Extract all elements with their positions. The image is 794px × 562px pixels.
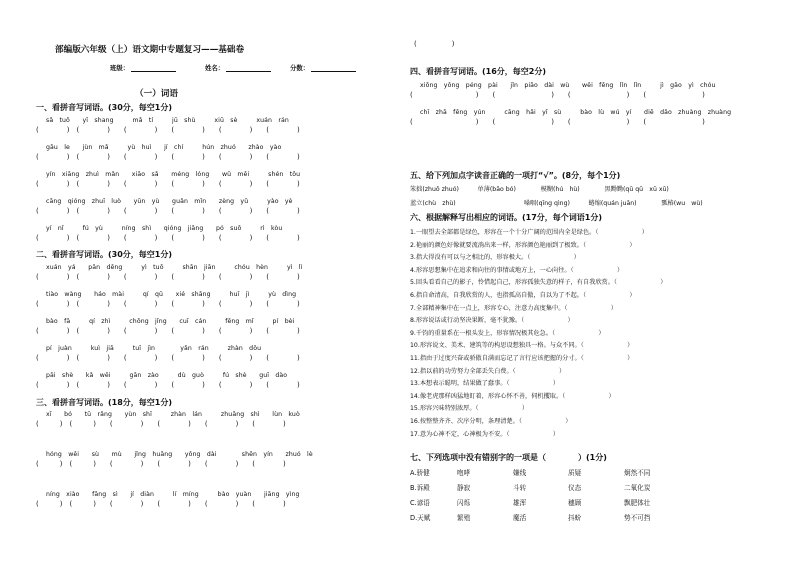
option-word: 嫌线 (513, 469, 527, 477)
section-4-heading: 四、看拼音写词语。(16分，每空2分) (410, 67, 547, 76)
option-word: 仪态 (568, 484, 582, 492)
section-6-heading: 六、根据解释写出相应的词语。(17分，每个词语1分) (410, 213, 603, 222)
definition-item: 11.指由于过度兴奋或骄傲自满而忘记了言行应该把握的分寸。（ ） (410, 355, 634, 362)
pinyin-row: níng xiào fāng sì jí diàn lí míng bào yuàn jiāng yìng (46, 491, 300, 498)
definition-item: 16.按整整齐齐、次序分明，条理清楚。（ ） (410, 418, 572, 425)
option-word: 势不可挡 (624, 514, 651, 522)
answer-brackets[interactable]: ( ) ( ) ( ) ( ) (410, 91, 705, 99)
pinyin-row: pí juàn kuì jiā tuī jìn yǎn rán zhàn dǒu (46, 345, 262, 352)
option-label: D.天赋 (410, 514, 431, 522)
pronunciation-item[interactable]: 蓝立(chù zhù) 嗓咽(qīng qìng) 蜷缩(quán juān) 瓢椿(wu wù) (410, 200, 703, 207)
option-word: 炯然不同 (624, 469, 651, 477)
option-word: 魔活 (513, 514, 527, 522)
section-2-heading: 二、看拼音写词语。(30分，每空1分) (36, 250, 173, 259)
pinyin-row: cāng qióng zhuī luò yūn yù guǎn mǐn zèng yǔ yào yè (46, 198, 293, 205)
definition-item: 8.形容说话或行动坚决果断，毫不犹豫。（ ） (410, 317, 574, 325)
pinyin-row: xuán yá pān dēng yì tuō shān jiān chóu hèn yì lì (46, 264, 303, 271)
section-7-heading: 七、下列选项中没有错别字的一项是（ ）(1分) (410, 453, 607, 462)
answer-brackets[interactable]: ( ) ( ) ( ) ( ) ( ) ( ) (36, 300, 300, 308)
answer-brackets[interactable]: ( ) ( ) ( ) ( ) ( ) ( ) (36, 354, 300, 362)
answer-brackets[interactable]: ( ) ( ) ( ) ( ) ( ) ( ) (36, 381, 300, 389)
option-word: 斗转 (513, 484, 527, 492)
answer-brackets[interactable]: ( ) ( ) ( ) ( ) ( ) ( ) (36, 420, 286, 428)
pinyin-row: chī zhā fēng yún cāng hǎi yī sù bào lù wú yí diē dǎo zhuàng zhuàng (420, 109, 732, 116)
definition-item: 9.千钧的重量系在一根头发上，形容情况极其危急。（ ） (410, 329, 605, 337)
definition-item: 12.指以前的功劳努力全部丢失白费。（ ） (410, 367, 566, 375)
pronunciation-item[interactable]: 笨拙(zhuō zhuó) 单薄(bāo bó) 模糊(hú hù) 黑黝黝(qū qū xū xū) (410, 186, 669, 193)
definition-item: 2.艳丽的颜色好像就要流淌出来一样，形容颜色艳丽到了极致。（ ） (410, 241, 636, 249)
option-word: 飘肥体壮 (624, 499, 651, 507)
name-blank[interactable] (226, 64, 271, 72)
section-1-heading: 一、看拼音写词语。(30分，每空1分) (36, 103, 173, 112)
carryover-bracket[interactable]: ( ) (414, 40, 455, 48)
pinyin-row: yí nǐ fú yù níng shì qióng jiāng pó suō rì kòu (46, 225, 283, 232)
answer-brackets[interactable]: ( ) ( ) ( ) ( ) ( ) ( ) (36, 234, 300, 242)
pinyin-row: gāu le jùn mǎ yù huì jí chí hún zhuó zhào yào (46, 144, 282, 151)
answer-brackets[interactable]: ( ) ( ) ( ) ( ) ( ) ( ) (36, 207, 300, 215)
page-title: 部编版六年级（上）语文期中专题复习——基础卷 (55, 45, 245, 55)
name-field: 姓名： (205, 63, 271, 72)
option-word: 质疑 (568, 469, 582, 477)
definition-item: 10.形容说文、美术、建筑等的构思设想独具一格。与众不同。（ ） (410, 342, 634, 350)
definition-item: 7.全部精神集中在一点上，形容专心，注意力高度集中。（ ） (410, 304, 617, 312)
score-field: 分数： (290, 63, 356, 72)
class-blank[interactable] (131, 64, 176, 72)
pinyin-row: yín xiāng zhuì mǎn xiāo sǎ méng lóng wǔ měi shén tōu (46, 171, 301, 178)
section-3-heading: 三、看拼音写词语。(18分，每空1分) (36, 398, 173, 407)
option-word: 静寂 (457, 484, 471, 492)
score-blank[interactable] (311, 64, 356, 72)
pinyin-row: xī bó tū rǎng yùn shī zhàn lán zhuāng shì lùn kuò (46, 411, 300, 418)
class-field: 班级： (110, 63, 176, 72)
option-word: 闪烁 (457, 499, 471, 507)
pinyin-row: pāi shè kǎ wěi gān zào dù guò fú shè guī dào (46, 372, 288, 379)
answer-brackets[interactable]: ( ) ( ) ( ) ( ) ( ) ( ) (36, 327, 300, 335)
option-label: A.骄健 (410, 469, 430, 477)
pinyin-row: xiōng yǒng péng pài jǐn piāo dài wù wěi fēng lǐn lǐn jì gāo yì chóu (420, 82, 716, 89)
pinyin-row: bào fā qí zhì chōng jǐng cuī cán fēng mǐ pí bèi (46, 318, 295, 325)
subtitle: （一）词语 (135, 89, 178, 99)
pinyin-row: sǎ tuō yī shang mǎ tí jū shù xiū sè xuán rán (46, 117, 289, 124)
section-5-heading: 五、给下列加点字读音正确的一项打“√”。(8分，每个1分) (410, 171, 621, 180)
definition-item: 13.本想表示聪明，结果做了蠢事。（ ） (410, 380, 560, 388)
definition-item: 17.意为心神不定，心神极为不安。（ ） (410, 430, 560, 438)
definition-item: 3.指大得没有可以与之相比的，形容极大。（ ） (410, 254, 580, 262)
answer-brackets[interactable]: ( ) ( ) ( ) ( ) (410, 118, 705, 126)
option-word: 二氧化炭 (624, 484, 651, 492)
definition-item: 1.一眼望去全部都是绿色，形容在一个十分广阔的范围内全是绿色。（ ） (410, 229, 648, 236)
option-word: 繁殖 (457, 514, 471, 522)
option-word: 抖蚧 (568, 514, 582, 522)
definition-item: 15.形容兴味特别浓厚。（ ） (410, 405, 529, 413)
option-word: 咆哮 (457, 469, 471, 477)
definition-item: 4.形容思想集中在追求和向往的事情或地方上，一心向往。（ ） (410, 266, 624, 274)
answer-brackets[interactable]: ( ) ( ) ( ) ( ) ( ) ( ) (36, 500, 286, 508)
definition-item: 6.指自命清高，自我欣赏的人，也指孤高自傲，自以为了不起。（ ） (410, 292, 636, 299)
answer-brackets[interactable]: ( ) ( ) ( ) ( ) ( ) ( ) (36, 153, 300, 161)
option-label: B.诉殿 (410, 484, 430, 492)
definition-item: 14.像老虎那样凶猛地盯着，形容心怀不善，伺机攫取。（ ） (410, 392, 615, 400)
pinyin-row: tiào wàng háo mài qí qū xié shāng huī jì yù dìng (46, 291, 297, 298)
answer-brackets[interactable]: ( ) ( ) ( ) ( ) ( ) ( ) (36, 460, 286, 468)
option-word: 穗顾 (568, 499, 582, 507)
answer-brackets[interactable]: ( ) ( ) ( ) ( ) ( ) ( ) (36, 180, 300, 188)
definition-item: 5.回头看看自己的影子，怜惜起自己，形容孤独失意的样子，有自我欣赏。（ ） (410, 279, 667, 287)
pinyin-row: hóng wěi sù mù jǐng huāng yǒng dài shēn yín zhuó lè (46, 451, 313, 458)
answer-brackets[interactable]: ( ) ( ) ( ) ( ) ( ) ( ) (36, 126, 300, 134)
option-word: 雄浑 (513, 499, 527, 507)
answer-brackets[interactable]: ( ) ( ) ( ) ( ) ( ) ( ) (36, 273, 300, 281)
option-label: C.谚语 (410, 499, 430, 507)
